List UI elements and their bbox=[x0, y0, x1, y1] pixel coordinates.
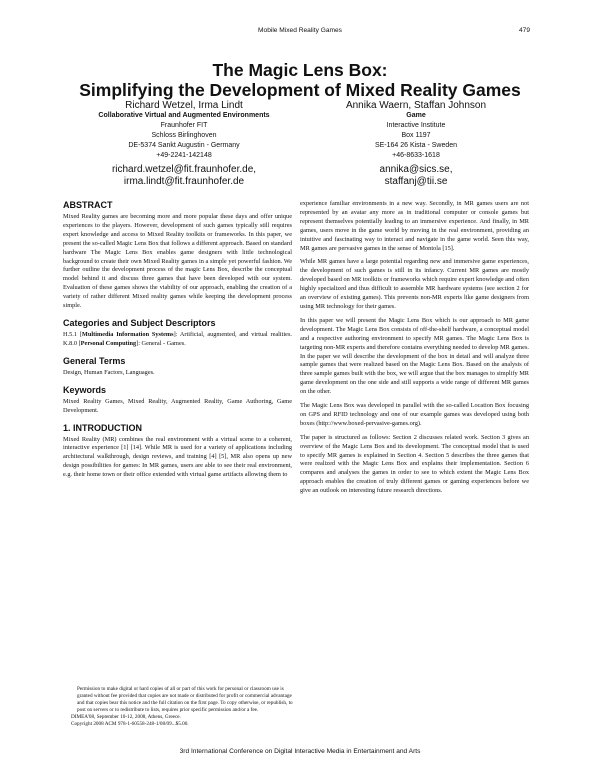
author-affiliation: Collaborative Virtual and Augmented Environments bbox=[98, 112, 270, 119]
right-column bbox=[300, 200, 529, 501]
paragraph: The paper is structured as follows: Section 2 discusses related work. Section 3 gives an overview of the Magic Lens Box and its development. The conceptual model that is used to specify MR games is explained in Section 4. Section 5 describes the three games that were realized with the Magic Lens Box and explains their implementation. Section 6 compares and analyses the games in order to see to which extent the Magic Lens Box approach enables the creation of truly different games or gaming experiences before we give an outlook on interesting future research directions. bbox=[300, 433, 529, 495]
paragraph: While MR games have a large potential regarding new and immersive game experiences, the development of such games is still in its infancy. Current MR games are mostly developed based on MR toolkits or frameworks which require expert knowledge and often highly specialized and thus difficult to assemble MR hardware systems (see section 2 for an overview of existing games). This prevents non-MR experts like game designers from using MR technology for their games. bbox=[300, 258, 529, 310]
keywords-text: Mixed Reality Games, Mixed Reality, Augmented Reality, Game Authoring, Game Development. bbox=[63, 397, 292, 414]
paragraph: In this paper we will present the Magic Lens Box which is our approach to MR game development. The Magic Lens Box consists of off-the-shelf hardware, a conceptual model and a respective authoring environment to specify MR games. The Magic Lens Box is targeting non-MR experts and therefore contains everything needed to develop MR games. In the paper we will describe the development of the box in detail and will analyze three sample games that were realized based on the Magic Lens Box. Based on the analysis of three sample games built with the box, we will argue that the box manages to simplify MR game development on the one side and still supports a wide range of different MR games on the other. bbox=[300, 316, 529, 396]
general-terms-text: Design, Human Factors, Languages. bbox=[63, 368, 155, 376]
general-terms-heading: General Terms bbox=[63, 355, 126, 366]
conference-info: DIMEA'08, September 10-12, 2008, Athens, Greece. bbox=[71, 714, 181, 721]
paper-title bbox=[0, 60, 600, 100]
permission-text: Permission to make digital or hard copies of all or part of this work for personal or classroom use is granted without fee provided that copies are not made or distributed for profit or commercial advantage and that copies bear this notice and the full citation on the first page. To copy otherwise, or republish, to post on servers or to redistribute to lists, requires prior specific permission and/or a fee. bbox=[77, 686, 293, 714]
author-phone: +49-2241-142148 bbox=[156, 152, 212, 159]
author-names: Richard Wetzel, Irma Lindt bbox=[125, 100, 243, 111]
paragraph: The Magic Lens Box was developed in parallel with the so-called Location Box focusing on GPS and RFID technology and one of our example games was developed using both boxes (http://www.boxed-pervasive-games.org). bbox=[300, 402, 529, 427]
author-email bbox=[64, 164, 304, 188]
author-email-line1: annika@sics.se, bbox=[379, 164, 453, 175]
author-email-line2: staffanj@tii.se bbox=[384, 176, 448, 187]
author-affiliation: Game bbox=[406, 112, 426, 119]
abstract-text: Mixed Reality games are becoming more and more popular these days and offer unique experiences to the players. However, development of such games typically still requires expert knowledge and access to Mixed Reality toolkits or frameworks. In this paper, we present the so-called Magic Lens Box that follows a different approach. Based on standard hardware The Magic Lens Box enables game designers with little technological background to create their own Mixed Reality games in a simple yet powerful fashion. We further outline the development process of the magic Lens Box, describe the conceptual model behind it and discuss three games that have been developed with our system. Evaluation of these games shows the viability of our approach, enabling the creation of a variety of rather different Mixed reality games while keeping the development process simple. bbox=[63, 213, 292, 310]
author-block-1 bbox=[64, 100, 304, 188]
introduction-text: Mixed Reality (MR) combines the real environment with a virtual scene to a coherent, interactive experience [1] [14]. While MR is used for a variety of applications including architectural walkthrough, design reviews, and training [4] [5], MR also opens up new design possibilities for games: In MR games, users are able to see their real environment, e.g. their home town or their office extended with virtual game artifacts allowing them to bbox=[63, 435, 292, 479]
author-city: DE-5374 Sankt Augustin - Germany bbox=[128, 142, 240, 149]
author-city: SE-164 26 Kista - Sweden bbox=[374, 142, 458, 149]
abstract-heading: ABSTRACT bbox=[63, 200, 113, 210]
paper-title-line2: Simplifying the Development of Mixed Reality Games bbox=[79, 80, 521, 100]
categories-heading: Categories and Subject Descriptors bbox=[63, 317, 216, 328]
running-header-title: Mobile Mixed Reality Games bbox=[258, 27, 342, 34]
paragraph: experience familiar environments in a new way. Secondly, in MR games users are not represented by an avatar any more as in traditional computer or console games but represent themselves potentially leading to an immersive experience. And finally, in MR games, users move in the game world by moving in the real environment, providing an intuitive and fascinating way to interact and navigate in the game world. Seen this way, MR games are pervasive games in the sense of Montola [15]. bbox=[300, 200, 529, 252]
author-block-2 bbox=[296, 100, 536, 188]
copyright-line: Copyright 2008 ACM 978-1-60558-248-1/08/09...$5.00. bbox=[71, 721, 189, 728]
author-phone: +46-8633-1618 bbox=[392, 152, 440, 159]
author-place: Schloss Birlinghoven bbox=[151, 132, 217, 139]
author-organization: Interactive Institute bbox=[386, 122, 446, 129]
author-place: Box 1197 bbox=[401, 132, 431, 139]
introduction-heading: 1. INTRODUCTION bbox=[63, 422, 143, 433]
author-email bbox=[296, 164, 536, 188]
permission-notice bbox=[71, 686, 296, 729]
page-number: 479 bbox=[518, 27, 530, 34]
paper-title-line1: The Magic Lens Box: bbox=[212, 60, 388, 80]
author-email-line2: irma.lindt@fit.fraunhofer.de bbox=[123, 176, 245, 187]
author-organization: Fraunhofer FIT bbox=[160, 122, 208, 129]
keywords-heading: Keywords bbox=[63, 384, 107, 395]
author-names: Annika Waern, Staffan Johnson bbox=[345, 100, 487, 111]
categories-text: H.5.1 [Multimedia Information Systems]: Artificial, augmented, and virtual realities. K.8.0 [Personal Computing]: General - Games. bbox=[63, 330, 292, 347]
page-footer: 3rd International Conference on Digital Interactive Media in Entertainment and Arts bbox=[179, 748, 421, 755]
left-column bbox=[63, 200, 292, 485]
author-email-line1: richard.wetzel@fit.fraunhofer.de, bbox=[111, 164, 257, 175]
